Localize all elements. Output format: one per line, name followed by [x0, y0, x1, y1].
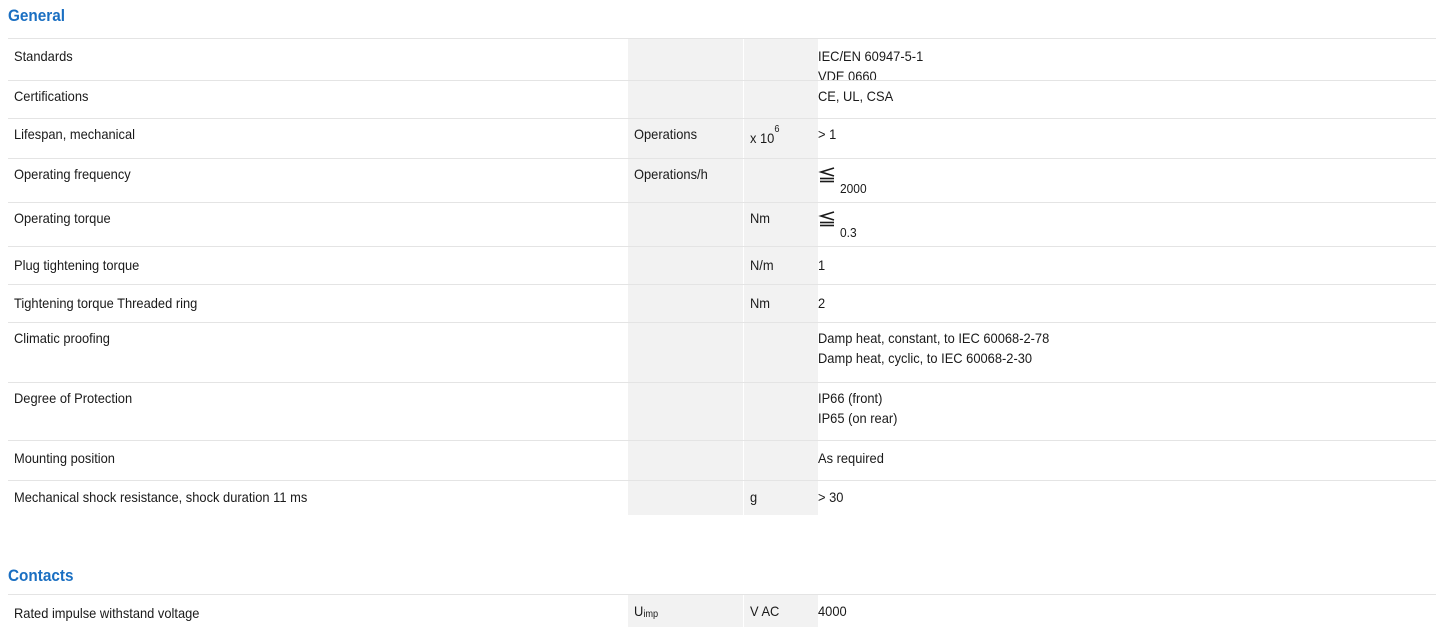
- row-unit: Operations/h: [634, 166, 708, 182]
- row-label: Degree of Protection: [14, 390, 133, 406]
- row-value: CE, UL, CSA: [818, 88, 894, 104]
- row-label: Plug tightening torque: [14, 257, 140, 273]
- row-unit: Nm: [750, 295, 771, 311]
- row-unit: Nm: [750, 210, 771, 226]
- row-value: 2: [818, 295, 826, 311]
- less-than-or-equal-icon: [818, 211, 836, 227]
- row-label: Operating torque: [14, 210, 111, 226]
- row-value: IP65 (on rear): [818, 410, 898, 426]
- row-value: 2000: [840, 181, 867, 196]
- row-label: Mechanical shock resistance, shock duration 11 ms: [14, 489, 308, 505]
- spec-table-contacts: [8, 594, 1436, 627]
- row-unit: V AC: [750, 603, 780, 619]
- table-row: [8, 158, 1436, 202]
- row-unit: Operations: [634, 126, 698, 142]
- row-value: 0.3: [840, 225, 857, 240]
- row-value: Damp heat, constant, to IEC 60068-2-78: [818, 330, 1050, 346]
- row-value: 4000: [818, 603, 847, 619]
- table-row: [8, 440, 1436, 480]
- row-label: Mounting position: [14, 450, 115, 466]
- table-row: [8, 284, 1436, 322]
- row-label: Operating frequency: [14, 166, 131, 182]
- row-unit: N/m: [750, 257, 774, 273]
- table-row: [8, 118, 1436, 158]
- row-label: Climatic proofing: [14, 330, 110, 346]
- row-unit-multiplier: x $10^6$: [750, 124, 780, 146]
- section-title-contacts: Contacts: [8, 566, 74, 585]
- row-value: > 30: [818, 489, 844, 505]
- row-label: Tightening torque Threaded ring: [14, 295, 198, 311]
- row-value: IEC/EN 60947-5-1: [818, 48, 924, 64]
- row-unit: g: [750, 489, 758, 505]
- table-row: [8, 38, 1436, 84]
- table-row: [8, 246, 1436, 284]
- table-row: [8, 80, 1436, 118]
- row-value: Damp heat, cyclic, to IEC 60068-2-30: [818, 350, 1033, 366]
- table-row: [8, 480, 1436, 515]
- table-row: [8, 594, 1436, 627]
- row-value: > 1: [818, 126, 837, 142]
- table-row: [8, 382, 1436, 440]
- spec-table-general: [8, 38, 1436, 515]
- row-value: VDE 0660: [818, 68, 877, 84]
- row-label: Lifespan, mechanical: [14, 126, 136, 142]
- row-value: 1: [818, 257, 826, 273]
- row-label: Certifications: [14, 88, 89, 104]
- row-label: Rated impulse withstand voltage: [14, 605, 200, 621]
- section-title-general: General: [8, 6, 65, 25]
- row-label: Standards: [14, 48, 73, 64]
- row-value: As required: [818, 450, 884, 466]
- table-row: [8, 202, 1436, 246]
- less-than-or-equal-icon: [818, 167, 836, 183]
- row-unit-symbol: $U_{imp}$: [634, 603, 659, 620]
- table-row: [8, 322, 1436, 382]
- row-value: IP66 (front): [818, 390, 883, 406]
